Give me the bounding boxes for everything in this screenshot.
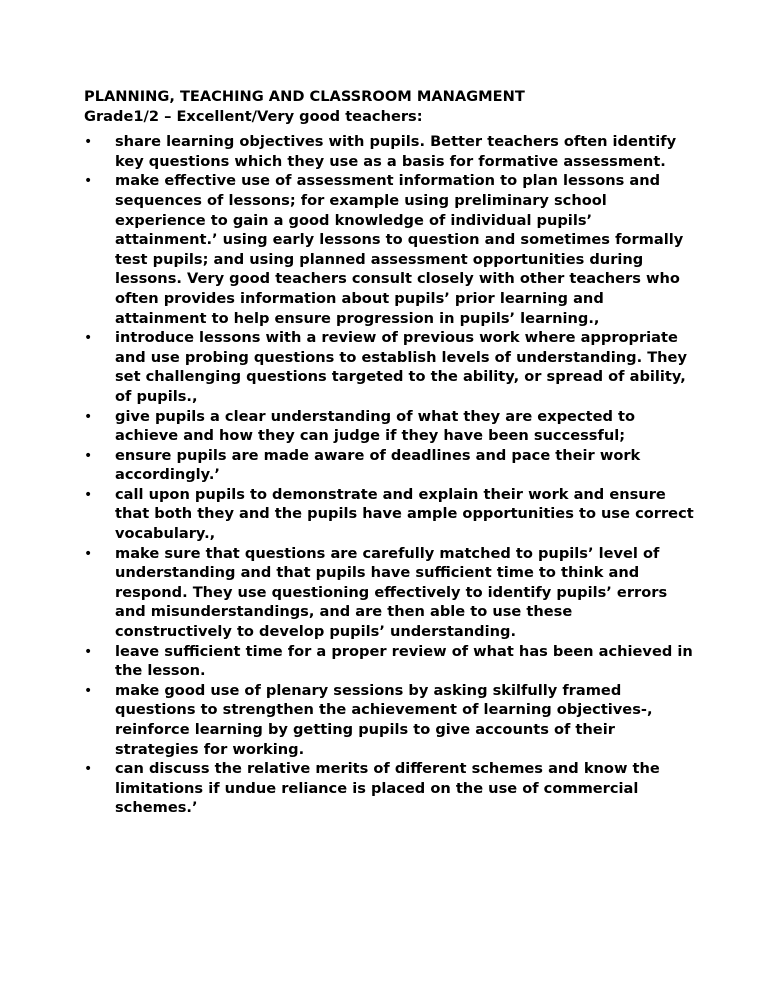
list-item <box>84 132 694 171</box>
list-item-text: introduce lessons with a review of previous work where appropriate and use probing questions to establish levels of understanding. They set challenging questions targeted to the ability, or spread of ability, of pupils., <box>115 329 687 405</box>
document-body <box>84 87 694 818</box>
list-item <box>84 759 694 818</box>
bullet-icon <box>84 485 94 506</box>
list-item-text: make sure that questions are carefully matched to pupils’ level of understanding and that pupils have sufficient time to think and respond. They use questioning effectively to identify pupils’ errors and misunderstandings, and are then able to use these constructively to develop pupils’ understanding. <box>115 544 668 641</box>
list-item-text: call upon pupils to demonstrate and explain their work and ensure that both they and the pupils have ample opportunities to use correct vocabulary., <box>115 485 694 543</box>
bullet-icon <box>84 328 94 349</box>
list-item-text: ensure pupils are made aware of deadlines and pace their work accordingly.’ <box>115 446 641 484</box>
list-item-text: give pupils a clear understanding of what they are expected to achieve and how they can judge if they have been successful; <box>115 407 636 445</box>
list-item <box>84 171 694 328</box>
list-item-text: leave sufficient time for a proper review of what has been achieved in the lesson. <box>115 642 693 680</box>
list-item <box>84 485 694 544</box>
list-item <box>84 642 694 681</box>
list-item <box>84 681 694 759</box>
list-item <box>84 328 694 406</box>
list-item <box>84 544 694 642</box>
document-subheading: Grade1/2 – Excellent/Very good teachers: <box>84 107 423 125</box>
bullet-icon <box>84 759 94 780</box>
bullet-icon <box>84 132 94 153</box>
criteria-list <box>84 132 694 818</box>
list-item <box>84 446 694 485</box>
bullet-icon <box>84 544 94 565</box>
bullet-icon <box>84 642 94 663</box>
list-item-text: make effective use of assessment information to plan lessons and sequences of lessons; for example using preliminary school experience to gain a good knowledge of individual pupils’ attainment.’ using early lessons to question and sometimes formally test pupils; and using planned assessment opportunities during lessons. Very good teachers consult closely with other teachers who often provides information about pupils’ prior learning and attainment to help ensure progression in pupils’ learning., <box>115 172 684 327</box>
list-item-text: share learning objectives with pupils. Better teachers often identify key questions which they use as a basis for formative assessment. <box>115 133 677 170</box>
list-item <box>84 407 694 446</box>
bullet-icon <box>84 681 94 702</box>
bullet-icon <box>84 171 94 192</box>
document-heading: PLANNING, TEACHING AND CLASSROOM MANAGMENT <box>84 88 525 105</box>
bullet-icon <box>84 407 94 428</box>
list-item-text: make good use of plenary sessions by asking skilfully framed questions to strengthen the achievement of learning objectives-, reinforce learning by getting pupils to give accounts of their strategies for working. <box>115 681 653 758</box>
list-item-text: can discuss the relative merits of different schemes and know the limitations if undue reliance is placed on the use of commercial schemes.’ <box>115 760 660 817</box>
bullet-icon <box>84 446 94 467</box>
